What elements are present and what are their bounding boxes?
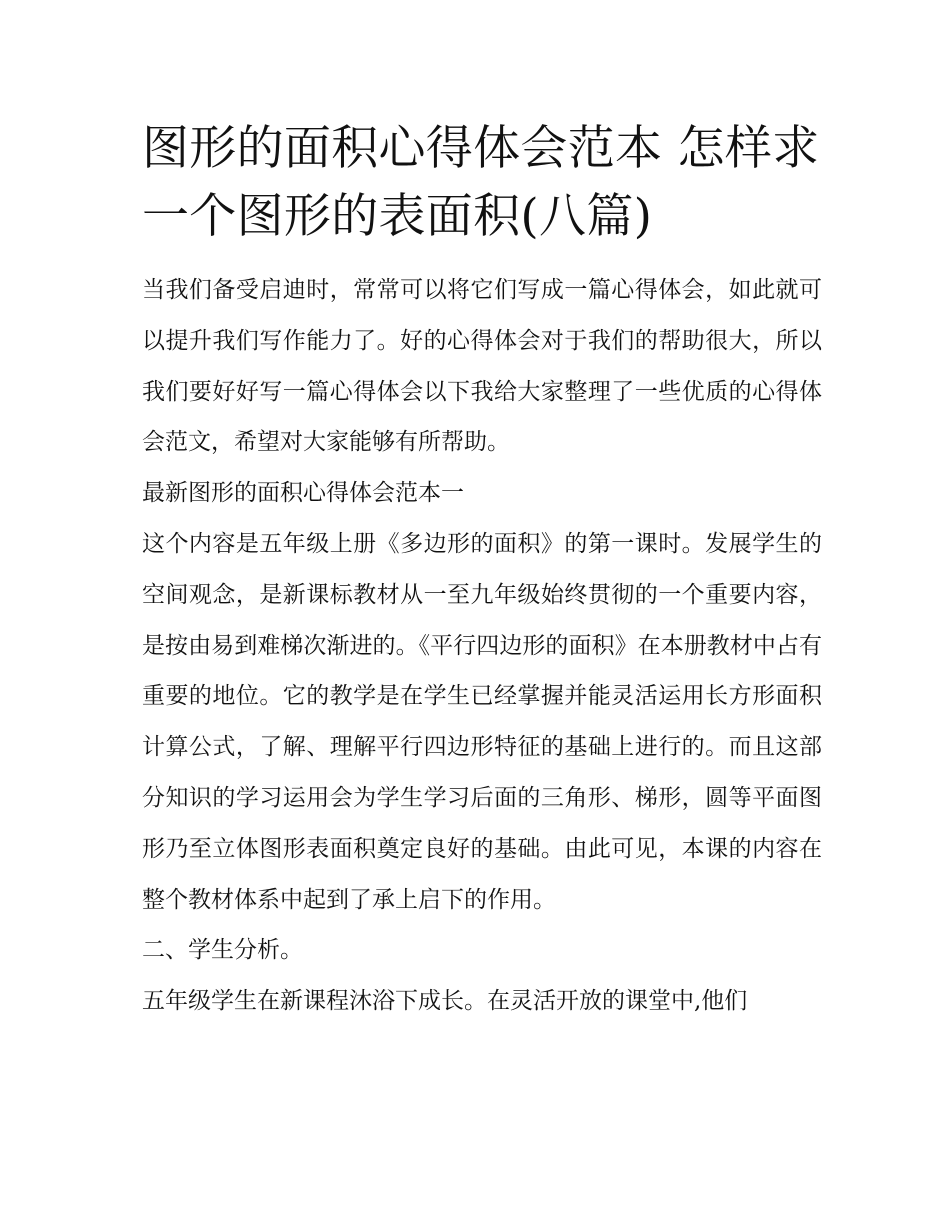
- document-title: 图形的面积心得体会范本 怎样求一个图形的表面积(八篇): [142, 121, 820, 244]
- subsection-heading: 二、学生分析。: [142, 937, 303, 964]
- document-page: [142, 115, 822, 1027]
- intro-paragraph: 当我们备受启迪时，常常可以将它们写成一篇心得体会，如此就可以提升我们写作能力了。好的心得体会对于我们的帮助很大，所以我们要好好写一篇心得体会以下我给大家整理了一些优质的心得体会范文，希望对大家能够有所帮助。: [142, 277, 822, 456]
- body-paragraph: 五年级学生在新课程沐浴下成长。在灵活开放的课堂中,他们: [142, 988, 748, 1015]
- body-paragraph: 这个内容是五年级上册《多边形的面积》的第一课时。发展学生的空间观念，是新课标教材从一至九年级始终贯彻的一个重要内容，是按由易到难梯次渐进的。《平行四边形的面积》在本册教材中占有重要的地位。它的教学是在学生已经掌握并能灵活运用长方形面积计算公式，了解、理解平行四边形特征的基础上进行的。而且这部分知识的学习运用会为学生学习后面的三角形、梯形，圆等平面图形乃至立体图形表面积奠定良好的基础。由此可见，本课的内容在整个教材体系中起到了承上启下的作用。: [142, 530, 822, 913]
- document-body: [142, 265, 822, 1027]
- section-heading: 最新图形的面积心得体会范本一: [142, 480, 464, 507]
